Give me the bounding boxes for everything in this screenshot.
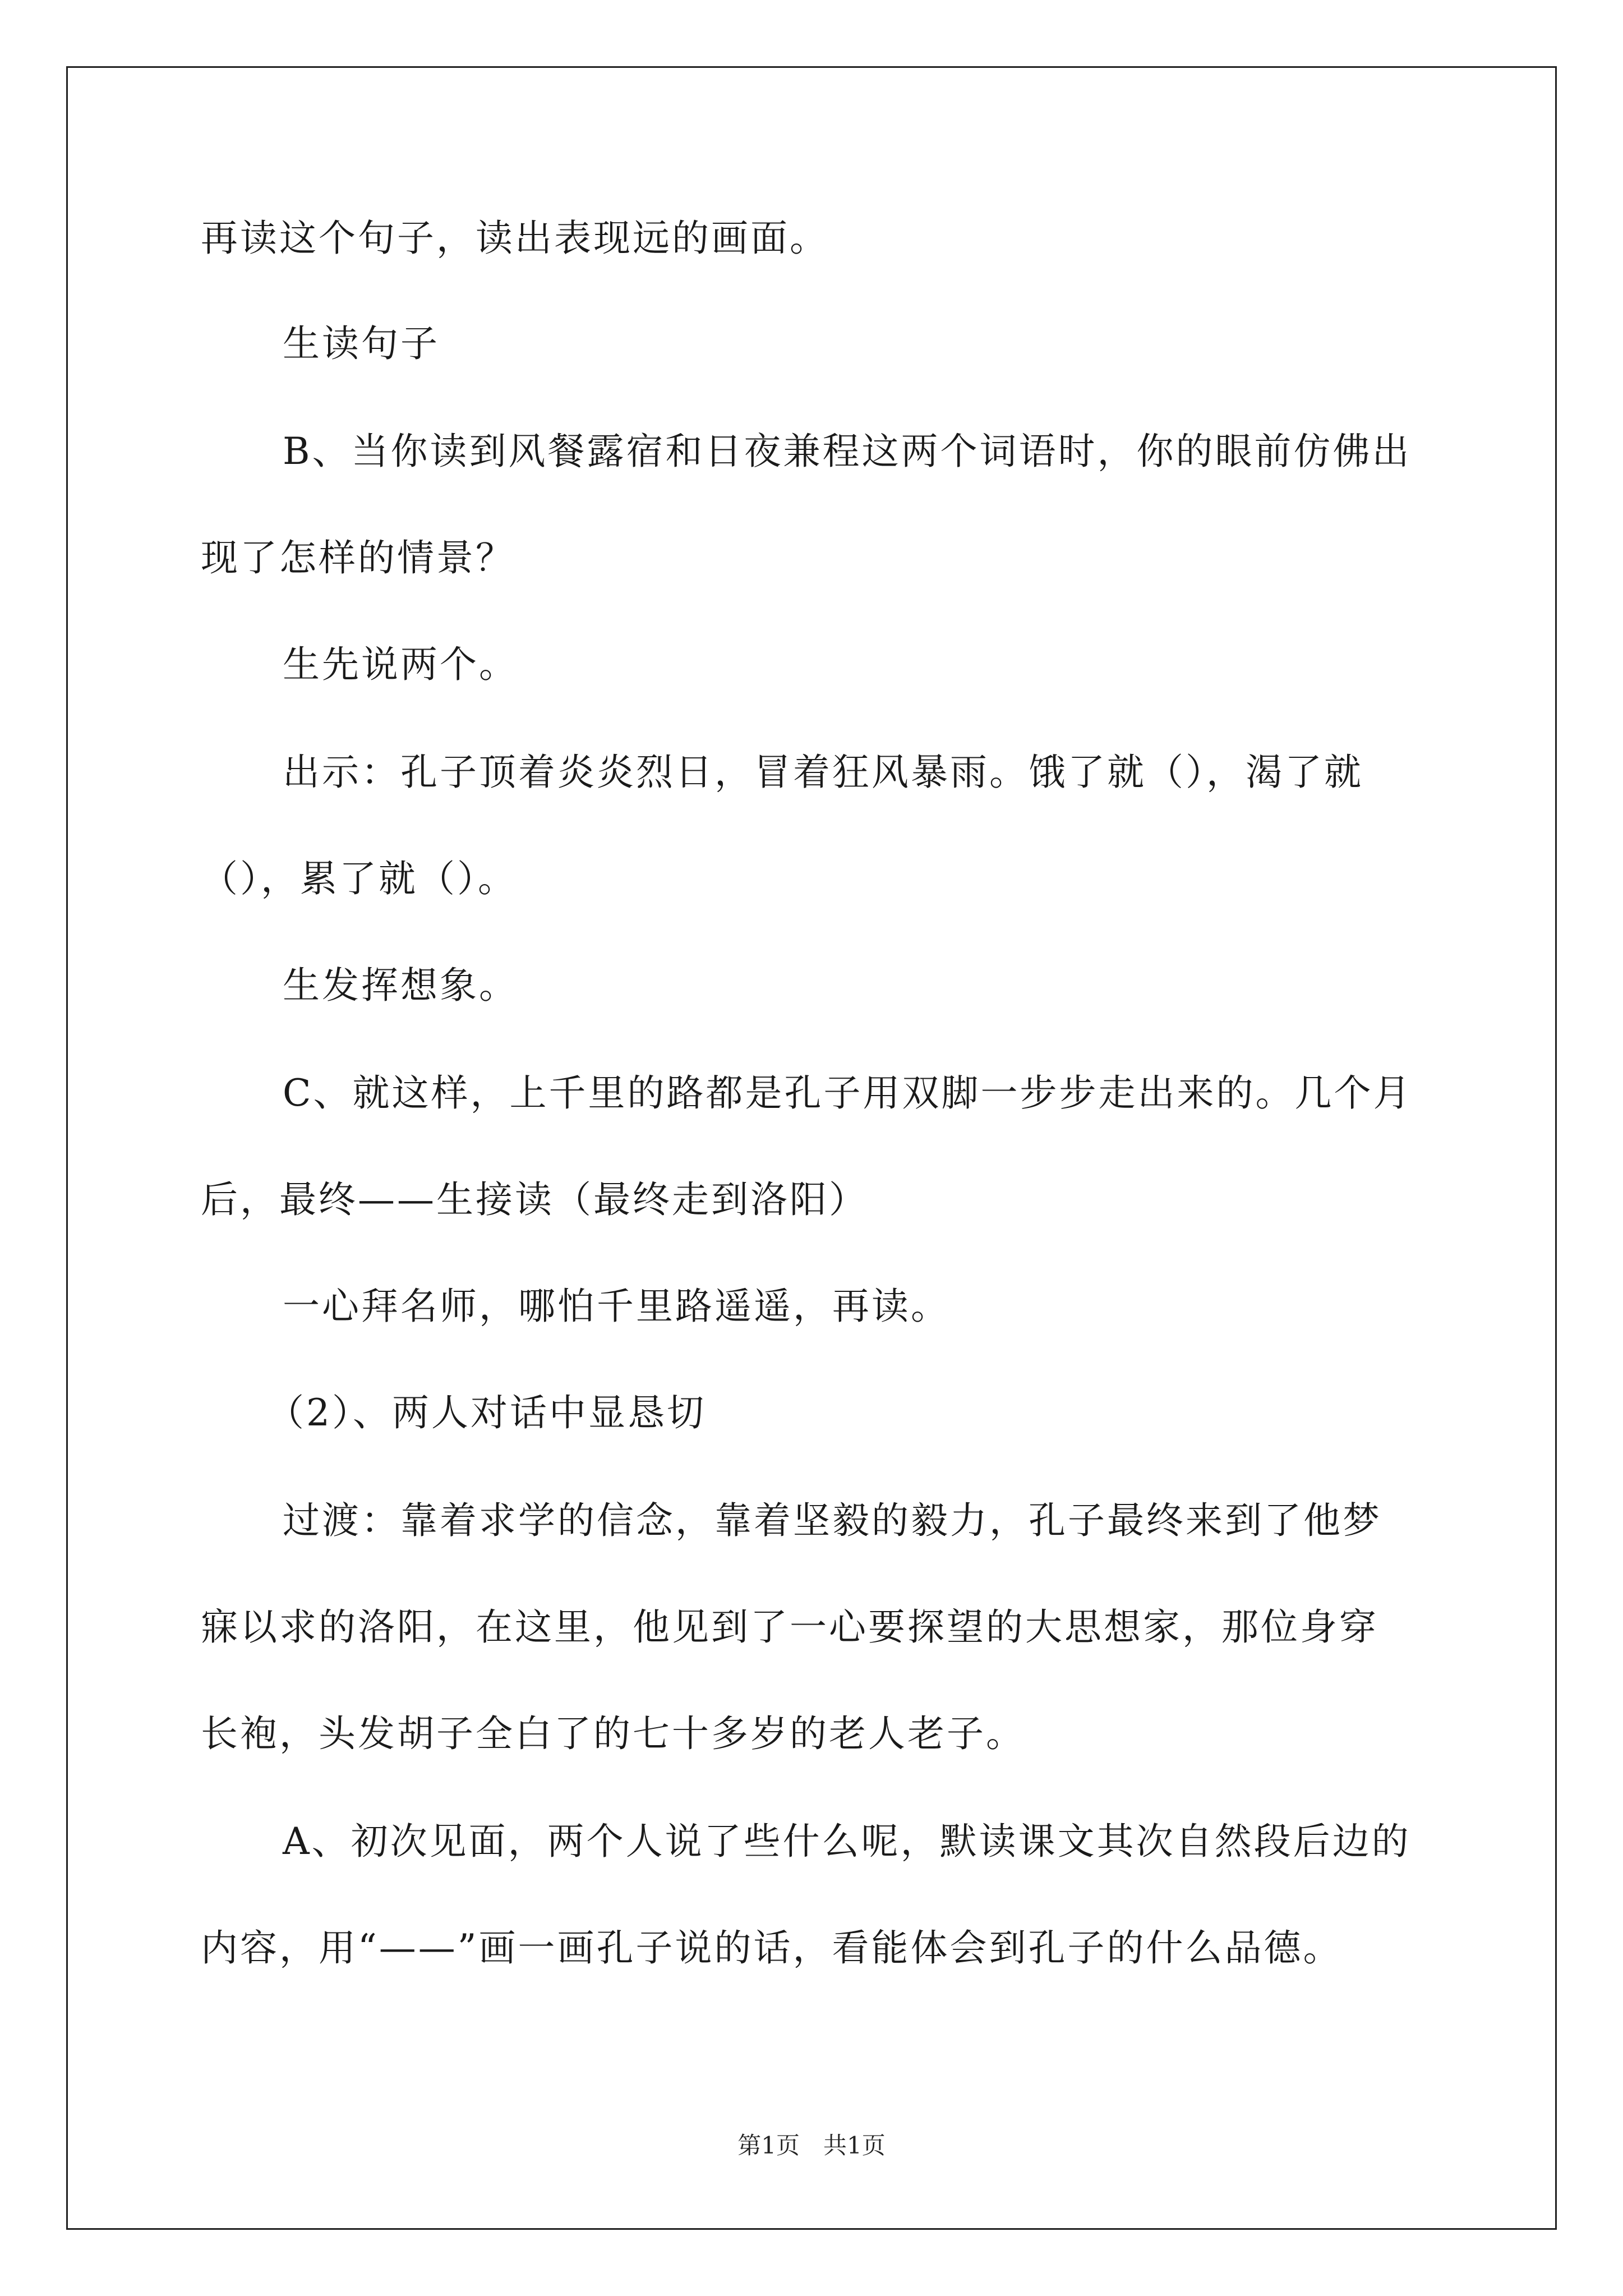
text-line: 过渡：靠着求学的信念，靠着坚毅的毅力，孔子最终来到了他梦 (283, 1499, 1382, 1542)
text-line: 现了怎样的情景？ (201, 536, 515, 579)
text-line: 寐以求的洛阳，在这里，他见到了一心要探望的大思想家，那位身穿 (201, 1605, 1378, 1649)
text-line: 生发挥想象。 (283, 964, 518, 1007)
text-line: 内容，用“——”画一画孔子说的话，看能体会到孔子的什么品德。 (201, 1926, 1343, 1970)
text-line: 后，最终——生接读（最终走到洛阳） (201, 1178, 868, 1221)
text-line: A、初次见面，两个人说了些什么呢，默读课文其次自然段后边的 (283, 1820, 1411, 1863)
text-line: C、就这样，上千里的路都是孔子用双脚一步步走出来的。几个月 (283, 1071, 1413, 1115)
text-line: 生先说两个。 (283, 643, 518, 686)
text-line: 出示：孔子顶着炎炎烈日，冒着狂风暴雨。饿了就（），渴了就 (283, 751, 1363, 794)
text-line: B、当你读到风餐露宿和日夜兼程这两个词语时，你的眼前仿佛出 (283, 430, 1412, 473)
text-line: （），累了就（）。 (201, 857, 517, 900)
page-border (66, 66, 1557, 2230)
section-heading: （2）、两人对话中显恳切 (267, 1391, 706, 1434)
page-footer: 第1页 共1页 (737, 2132, 886, 2159)
text-line: 生读句子 (283, 322, 440, 365)
text-line: 再读这个句子，读出表现远的画面。 (201, 217, 829, 260)
text-line: 一心拜名师，哪怕千里路遥遥，再读。 (283, 1285, 950, 1328)
text-line: 长袍，头发胡子全白了的七十多岁的老人老子。 (201, 1712, 1025, 1755)
